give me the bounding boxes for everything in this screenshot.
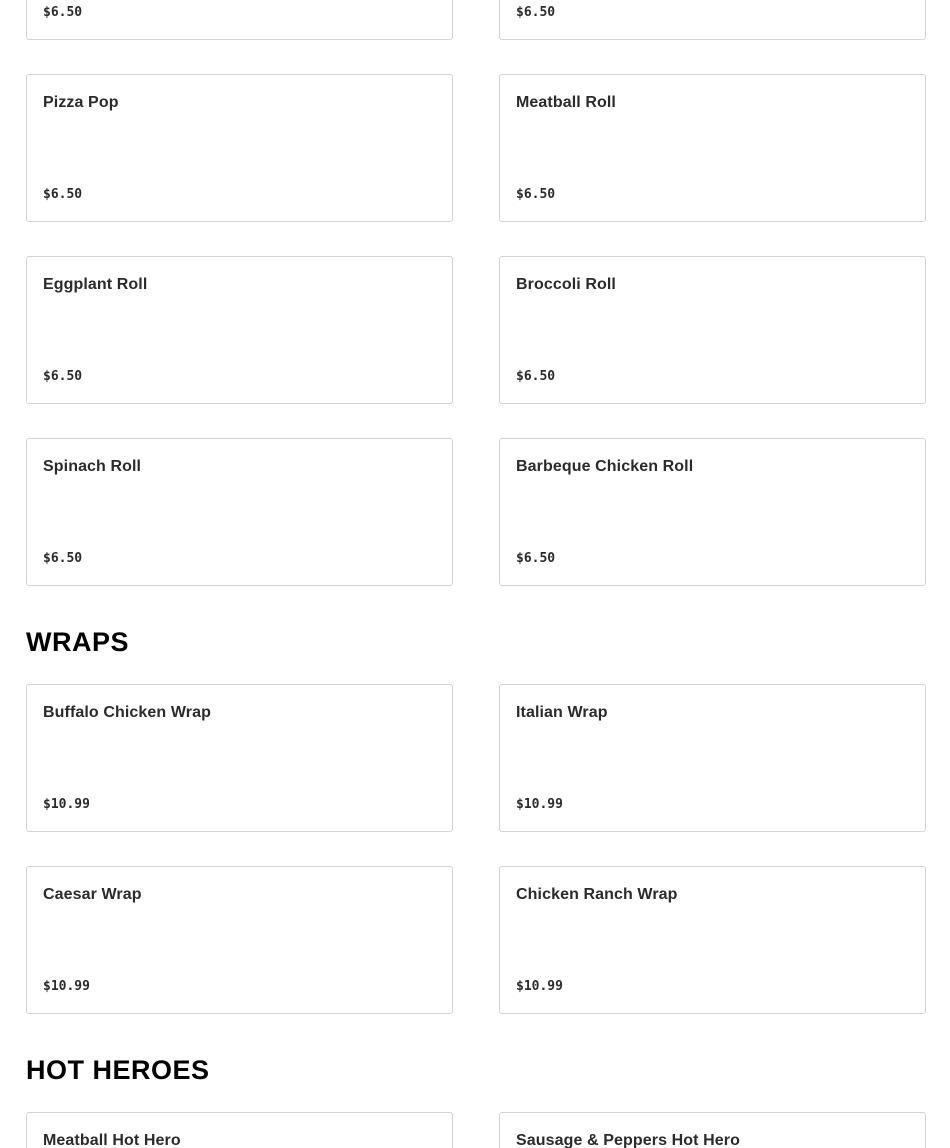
menu-item-card[interactable] xyxy=(26,0,453,40)
menu-item-name: Barbeque Chicken Roll xyxy=(516,458,694,475)
menu-item-card[interactable] xyxy=(499,866,926,1014)
menu-item-price: $6.50 xyxy=(516,369,556,384)
menu-item-price: $6.50 xyxy=(43,5,83,20)
menu-item-card[interactable] xyxy=(26,438,453,586)
menu-item-name: Caesar Wrap xyxy=(43,886,142,903)
menu-item-price: $10.99 xyxy=(43,979,90,994)
menu-item-price: $6.50 xyxy=(516,551,556,566)
menu-item-name: Eggplant Roll xyxy=(43,276,148,293)
menu-item-price: $10.99 xyxy=(516,797,563,812)
menu-item-card[interactable] xyxy=(26,1112,453,1148)
menu-item-card[interactable] xyxy=(26,866,453,1014)
menu-item-card[interactable] xyxy=(499,74,926,222)
menu-item-name: Sausage & Peppers Hot Hero xyxy=(516,1132,740,1148)
menu-item-price: $6.50 xyxy=(43,187,83,202)
menu-item-name: Broccoli Roll xyxy=(516,276,616,293)
menu-item-card[interactable] xyxy=(499,1112,926,1148)
menu-item-card[interactable] xyxy=(26,684,453,832)
menu-item-price: $6.50 xyxy=(516,5,556,20)
menu-item-name: Buffalo Chicken Wrap xyxy=(43,704,211,721)
menu-item-name: Spinach Roll xyxy=(43,458,142,475)
menu-item-card[interactable] xyxy=(26,256,453,404)
menu-item-price: $10.99 xyxy=(516,979,563,994)
section-title-hot-heroes: HOT HEROES xyxy=(26,1055,210,1085)
section-title-wraps: WRAPS xyxy=(26,627,129,657)
menu-item-price: $10.99 xyxy=(43,797,90,812)
menu-item-price: $6.50 xyxy=(43,369,83,384)
menu-item-card[interactable] xyxy=(499,0,926,40)
menu-item-card[interactable] xyxy=(499,256,926,404)
menu-item-card[interactable] xyxy=(499,684,926,832)
menu-item-price: $6.50 xyxy=(43,551,83,566)
menu-item-card[interactable] xyxy=(499,438,926,586)
menu-item-name: Chicken Ranch Wrap xyxy=(516,886,678,903)
menu-item-name: Pizza Pop xyxy=(43,94,119,111)
menu-item-name: Italian Wrap xyxy=(516,704,608,721)
menu-item-price: $6.50 xyxy=(516,187,556,202)
menu-item-name: Meatball Roll xyxy=(516,94,616,111)
menu-item-name: Meatball Hot Hero xyxy=(43,1132,181,1148)
menu-item-card[interactable] xyxy=(26,74,453,222)
